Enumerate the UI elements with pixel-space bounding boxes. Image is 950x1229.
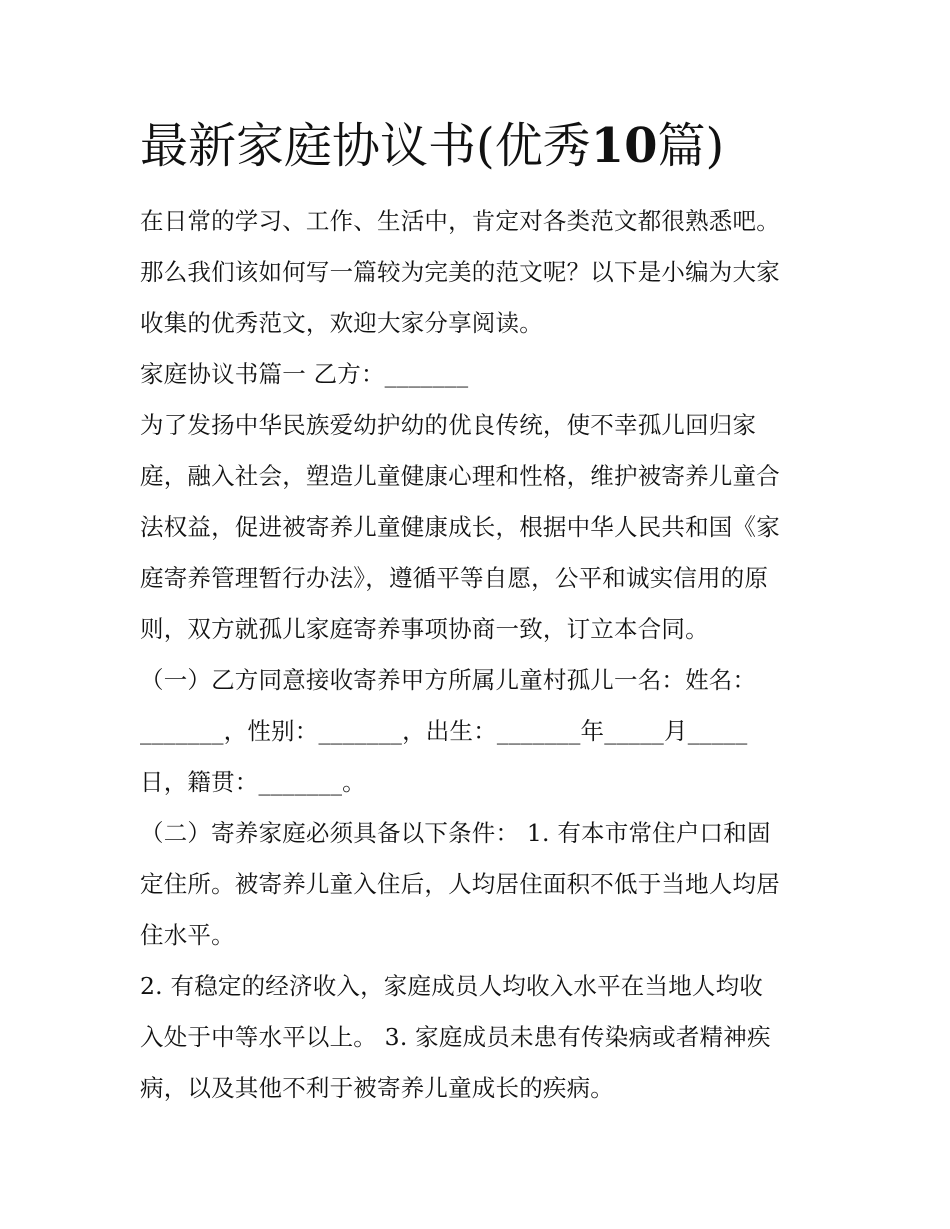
text-line: 收集的优秀范文，欢迎大家分享阅读。 [140,309,543,337]
text-line: 住水平。 [140,921,235,949]
section-heading-paragraph [140,349,820,400]
title-text-part2: 篇) [657,118,725,174]
text-line: 庭，融入社会，塑造儿童健康心理和性格，维护被寄养儿童合 [140,462,780,490]
text-line: （一）乙方同意接收寄养甲方所属儿童村孤儿一名：姓名： [140,666,757,694]
text-line: _______，性别：_______，出生：_______年_____月_____ [140,717,748,745]
title-text-part1: 最新家庭协议书(优秀 [140,118,591,174]
text-line: 为了发扬中华民族爱幼护幼的优良传统，使不幸孤儿回归家 [140,411,757,439]
text-line: 日，籍贯：_______。 [140,768,366,796]
intro-paragraph [140,196,820,349]
text-line: 庭寄养管理暂行办法》，遵循平等自愿，公平和诚实信用的原 [140,564,769,592]
text-line: 家庭协议书篇一 乙方：_______ [140,360,469,388]
title-text-number: 10 [590,118,658,174]
text-line: 2. 有稳定的经济收入，家庭成员人均收入水平在当地人均收 [140,972,763,1000]
clause-two-paragraph [140,808,820,961]
text-line: 那么我们该如何写一篇较为完美的范文呢？以下是小编为大家 [140,258,780,286]
purpose-paragraph [140,400,820,655]
document-body [140,196,820,1114]
text-line: 法权益，促进被寄养儿童健康成长，根据中华人民共和国《家 [140,513,780,541]
document-title [140,110,820,182]
text-line: 入处于中等水平以上。 3. 家庭成员未患有传染病或者精神疾 [140,1023,771,1051]
document-page [140,110,820,1114]
text-line: （二）寄养家庭必须具备以下条件： 1. 有本市常住户口和固 [140,819,771,847]
text-line: 在日常的学习、工作、生活中，肯定对各类范文都很熟悉吧。 [140,207,780,235]
text-line: 定住所。被寄养儿童入住后，人均居住面积不低于当地人均居 [140,870,780,898]
condition-list-paragraph [140,961,820,1114]
text-line: 病，以及其他不利于被寄养儿童成长的疾病。 [140,1074,614,1102]
clause-one-paragraph [140,655,820,808]
text-line: 则，双方就孤儿家庭寄养事项协商一致，订立本合同。 [140,615,709,643]
